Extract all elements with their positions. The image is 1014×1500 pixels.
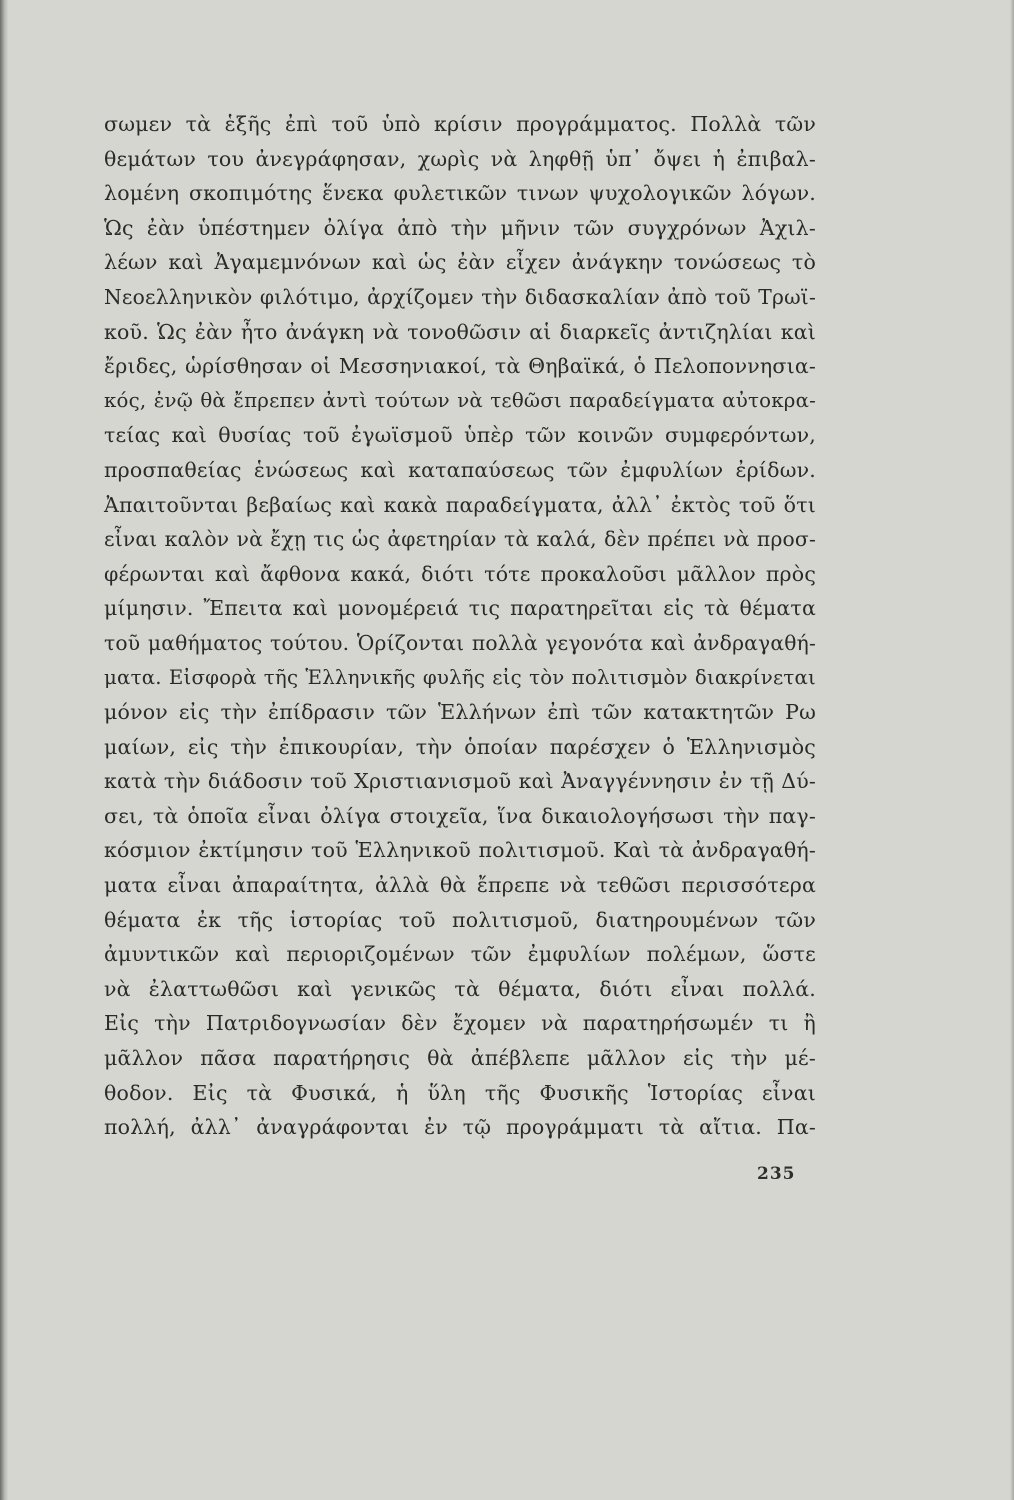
body-text xyxy=(104,107,816,1145)
text-line-6: Νεοελληνικὸν φιλότιμο, ἀρχίζομεν τὴν διδασκαλίαν ἀπὸ τοῦ Τρωϊ- xyxy=(104,284,816,309)
text-line-18: μόνον εἰς τὴν ἐπίδρασιν τῶν Ἑλλήνων ἐπὶ τῶν κατακτητῶν Ρω xyxy=(104,700,816,725)
text-line-15: μίμησιν. Ἔπειτα καὶ μονομέρειά τις παρατηρεῖται εἰς τὰ θέματα xyxy=(104,596,816,621)
text-line-30: πολλή, ἀλλ᾽ ἀναγράφονται ἐν τῷ προγράμματι τὰ αἴτια. Πα- xyxy=(104,1115,816,1140)
page-number: 235 xyxy=(757,1164,796,1184)
text-line-20: κατὰ τὴν διάδοσιν τοῦ Χριστιανισμοῦ καὶ Ἀναγγέννησιν ἐν τῇ Δύ- xyxy=(104,769,816,794)
text-line-16: τοῦ μαθήματος τούτου. Ὁρίζονται πολλὰ γεγονότα καὶ ἀνδραγαθή- xyxy=(104,630,816,655)
text-line-11: προσπαθείας ἑνώσεως καὶ καταπαύσεως τῶν ἐμφυλίων ἐρίδων. xyxy=(104,457,816,482)
text-line-24: θέματα ἐκ τῆς ἱστορίας τοῦ πολιτισμοῦ, διατηρουμένων τῶν xyxy=(104,907,816,932)
text-line-27: Εἰς τὴν Πατριδογνωσίαν δὲν ἔχομεν νὰ παρατηρήσωμέν τι ἢ xyxy=(104,1011,816,1036)
text-line-7: κοῦ. Ὡς ἐὰν ἦτο ἀνάγκη νὰ τονοθῶσιν αἱ διαρκεῖς ἀντιζηλίαι καὶ xyxy=(104,319,816,344)
text-line-29: θοδον. Εἰς τὰ Φυσικά, ἡ ὕλη τῆς Φυσικῆς Ἱστορίας εἶναι xyxy=(104,1080,816,1105)
text-line-22: κόσμιον ἐκτίμησιν τοῦ Ἑλληνικοῦ πολιτισμοῦ. Καὶ τὰ ἀνδραγαθή- xyxy=(104,838,816,863)
text-line-14: φέρωνται καὶ ἄφθονα κακά, διότι τότε προκαλοῦσι μᾶλλον πρὸς xyxy=(104,561,816,586)
text-line-17: ματα. Εἰσφορὰ τῆς Ἑλληνικῆς φυλῆς εἰς τὸν πολιτισμὸν διακρίνεται xyxy=(104,665,816,689)
text-line-3: λομένη σκοπιμότης ἕνεκα φυλετικῶν τινων ψυχολογικῶν λόγων. xyxy=(104,181,816,206)
text-line-28: μᾶλλον πᾶσα παρατήρησις θὰ ἀπέβλεπε μᾶλλον εἰς τὴν μέ- xyxy=(104,1046,816,1071)
text-line-10: τείας καὶ θυσίας τοῦ ἐγωϊσμοῦ ὑπὲρ τῶν κοινῶν συμφερόντων, xyxy=(104,423,816,448)
text-line-8: ἔριδες, ὡρίσθησαν οἱ Μεσσηνιακοί, τὰ Θηβαϊκά, ὁ Πελοποννησια- xyxy=(104,354,816,379)
text-line-21: σει, τὰ ὁποῖα εἶναι ὀλίγα στοιχεῖα, ἵνα δικαιολογήσωσι τὴν παγ- xyxy=(104,803,816,828)
text-line-5: λέων καὶ Ἀγαμεμνόνων καὶ ὡς ἐὰν εἶχεν ἀνάγκην τονώσεως τὸ xyxy=(104,250,816,275)
text-line-23: ματα εἶναι ἀπαραίτητα, ἀλλὰ θὰ ἔπρεπε νὰ τεθῶσι περισσότερα xyxy=(104,873,816,898)
text-line-4: Ὡς ἐὰν ὑπέστημεν ὀλίγα ἀπὸ τὴν μῆνιν τῶν συγχρόνων Ἀχιλ- xyxy=(104,215,816,240)
text-line-9: κός, ἐνῷ θὰ ἔπρεπεν ἀντὶ τούτων νὰ τεθῶσι παραδείγματα αὐτοκρα- xyxy=(104,388,816,412)
text-line-1: σωμεν τὰ ἑξῆς ἐπὶ τοῦ ὑπὸ κρίσιν προγράμματος. Πολλὰ τῶν xyxy=(104,112,816,136)
text-line-19: μαίων, εἰς τὴν ἐπικουρίαν, τὴν ὁποίαν παρέσχεν ὁ Ἑλληνισμὸς xyxy=(104,734,816,759)
text-line-25: ἀμυντικῶν καὶ περιοριζομένων τῶν ἐμφυλίων πολέμων, ὥστε xyxy=(104,942,816,967)
text-line-26: νὰ ἐλαττωθῶσι καὶ γενικῶς τὰ θέματα, διότι εἶναι πολλά. xyxy=(104,976,816,1001)
text-line-2: θεμάτων του ἀνεγράφησαν, χωρὶς νὰ ληφθῇ ὑπ᾽ ὄψει ἡ ἐπιβαλ- xyxy=(104,146,816,171)
text-line-12: Ἀπαιτοῦνται βεβαίως καὶ κακὰ παραδείγματα, ἀλλ᾽ ἐκτὸς τοῦ ὅτι xyxy=(104,492,816,517)
text-line-13: εἶναι καλὸν νὰ ἔχῃ τις ὡς ἀφετηρίαν τὰ καλά, δὲν πρέπει νὰ προσ- xyxy=(104,527,816,552)
